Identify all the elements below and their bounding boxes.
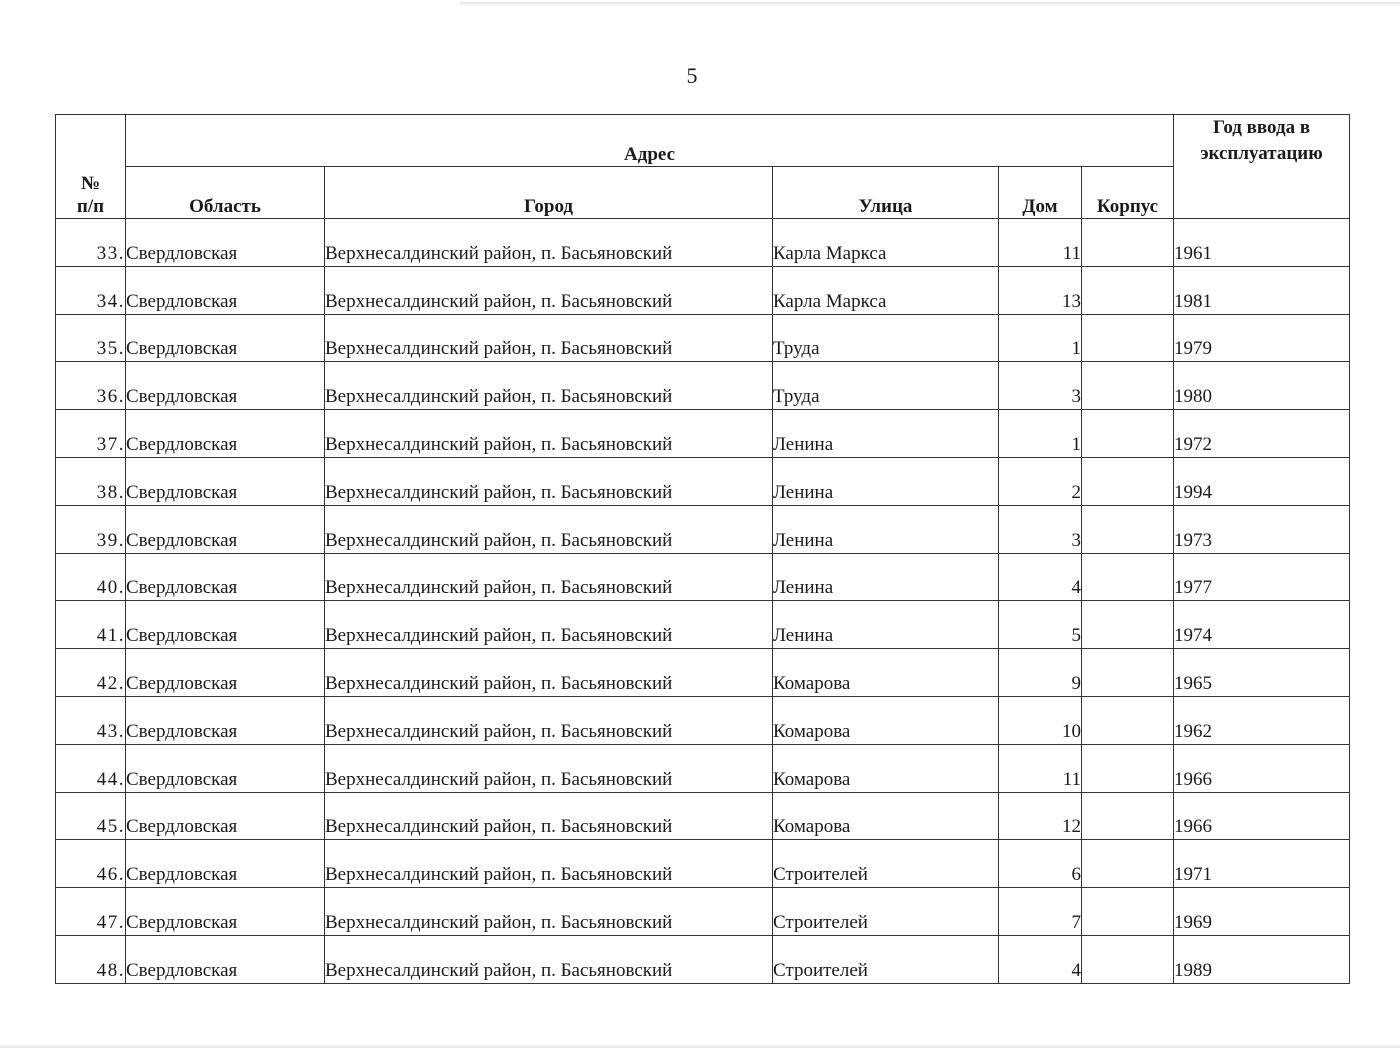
row-house: 11 xyxy=(999,219,1082,267)
row-region: Свердловская xyxy=(126,457,325,505)
row-number: 40. xyxy=(56,553,126,601)
row-year: 1974 xyxy=(1174,601,1350,649)
table-row xyxy=(56,457,1350,505)
row-building xyxy=(1082,505,1174,553)
scan-edge-bottom xyxy=(0,1043,1400,1048)
row-house: 5 xyxy=(999,601,1082,649)
row-street: Карла Маркса xyxy=(773,219,999,267)
row-building xyxy=(1082,219,1174,267)
row-city: Верхнесалдинский район, п. Басьяновский xyxy=(325,266,773,314)
row-building xyxy=(1082,792,1174,840)
row-city: Верхнесалдинский район, п. Басьяновский xyxy=(325,505,773,553)
row-house: 2 xyxy=(999,457,1082,505)
row-number: 36. xyxy=(56,362,126,410)
row-street: Строителей xyxy=(773,935,999,983)
header-street: Улица xyxy=(773,167,999,219)
row-street: Строителей xyxy=(773,840,999,888)
row-house: 1 xyxy=(999,410,1082,458)
row-year: 1981 xyxy=(1174,266,1350,314)
row-city: Верхнесалдинский район, п. Басьяновский xyxy=(325,410,773,458)
row-region: Свердловская xyxy=(126,553,325,601)
header-year xyxy=(1174,115,1350,219)
row-house: 1 xyxy=(999,314,1082,362)
row-region: Свердловская xyxy=(126,601,325,649)
row-number: 45. xyxy=(56,792,126,840)
row-region: Свердловская xyxy=(126,505,325,553)
row-street: Ленина xyxy=(773,505,999,553)
row-city: Верхнесалдинский район, п. Басьяновский xyxy=(325,219,773,267)
row-city: Верхнесалдинский район, п. Басьяновский xyxy=(325,457,773,505)
header-number xyxy=(56,115,126,219)
row-number: 37. xyxy=(56,410,126,458)
row-year: 1965 xyxy=(1174,649,1350,697)
row-house: 13 xyxy=(999,266,1082,314)
row-number: 35. xyxy=(56,314,126,362)
row-city: Верхнесалдинский район, п. Басьяновский xyxy=(325,314,773,362)
row-street: Ленина xyxy=(773,553,999,601)
row-street: Комарова xyxy=(773,744,999,792)
row-year: 1966 xyxy=(1174,744,1350,792)
row-house: 3 xyxy=(999,362,1082,410)
row-house: 12 xyxy=(999,792,1082,840)
row-house: 4 xyxy=(999,935,1082,983)
row-city: Верхнесалдинский район, п. Басьяновский xyxy=(325,744,773,792)
row-building xyxy=(1082,840,1174,888)
row-street: Труда xyxy=(773,362,999,410)
table-row xyxy=(56,362,1350,410)
row-city: Верхнесалдинский район, п. Басьяновский xyxy=(325,696,773,744)
table-row xyxy=(56,935,1350,983)
row-city: Верхнесалдинский район, п. Басьяновский xyxy=(325,362,773,410)
row-building xyxy=(1082,744,1174,792)
table-row xyxy=(56,266,1350,314)
header-region: Область xyxy=(126,167,325,219)
row-region: Свердловская xyxy=(126,792,325,840)
row-street: Комарова xyxy=(773,649,999,697)
table-row xyxy=(56,410,1350,458)
row-city: Верхнесалдинский район, п. Басьяновский xyxy=(325,553,773,601)
table-row xyxy=(56,696,1350,744)
row-city: Верхнесалдинский район, п. Басьяновский xyxy=(325,649,773,697)
table-body xyxy=(56,219,1350,984)
row-building xyxy=(1082,362,1174,410)
table-row xyxy=(56,553,1350,601)
row-street: Комарова xyxy=(773,696,999,744)
page-number: 5 xyxy=(686,63,698,88)
row-building xyxy=(1082,410,1174,458)
row-city: Верхнесалдинский район, п. Басьяновский xyxy=(325,601,773,649)
row-street: Комарова xyxy=(773,792,999,840)
row-street: Труда xyxy=(773,314,999,362)
table-row xyxy=(56,840,1350,888)
row-number: 39. xyxy=(56,505,126,553)
row-house: 7 xyxy=(999,888,1082,936)
row-region: Свердловская xyxy=(126,696,325,744)
table-row xyxy=(56,649,1350,697)
row-building xyxy=(1082,888,1174,936)
row-number: 48. xyxy=(56,935,126,983)
row-number: 38. xyxy=(56,457,126,505)
row-number: 42. xyxy=(56,649,126,697)
row-building xyxy=(1082,553,1174,601)
table-header xyxy=(56,115,1350,219)
row-number: 46. xyxy=(56,840,126,888)
row-street: Карла Маркса xyxy=(773,266,999,314)
row-region: Свердловская xyxy=(126,935,325,983)
row-number: 44. xyxy=(56,744,126,792)
table-row xyxy=(56,744,1350,792)
row-house: 11 xyxy=(999,744,1082,792)
row-street: Ленина xyxy=(773,410,999,458)
row-number: 41. xyxy=(56,601,126,649)
row-number: 43. xyxy=(56,696,126,744)
row-number: 34. xyxy=(56,266,126,314)
header-number-label: № п/п xyxy=(76,173,105,217)
row-city: Верхнесалдинский район, п. Басьяновский xyxy=(325,888,773,936)
header-house: Дом xyxy=(999,167,1082,219)
row-year: 1979 xyxy=(1174,314,1350,362)
row-city: Верхнесалдинский район, п. Басьяновский xyxy=(325,935,773,983)
row-building xyxy=(1082,935,1174,983)
header-row-top xyxy=(56,115,1350,167)
scan-edge-top xyxy=(460,2,1400,6)
row-year: 1977 xyxy=(1174,553,1350,601)
buildings-table xyxy=(55,114,1350,984)
row-street: Строителей xyxy=(773,888,999,936)
row-city: Верхнесалдинский район, п. Басьяновский xyxy=(325,840,773,888)
row-region: Свердловская xyxy=(126,840,325,888)
row-year: 1966 xyxy=(1174,792,1350,840)
row-building xyxy=(1082,601,1174,649)
row-region: Свердловская xyxy=(126,266,325,314)
row-year: 1969 xyxy=(1174,888,1350,936)
row-number: 47. xyxy=(56,888,126,936)
row-year: 1980 xyxy=(1174,362,1350,410)
table-row xyxy=(56,792,1350,840)
table-row xyxy=(56,888,1350,936)
row-street: Ленина xyxy=(773,601,999,649)
row-region: Свердловская xyxy=(126,649,325,697)
header-year-label: Год ввода в эксплуатацию xyxy=(1200,117,1323,164)
row-number: 33. xyxy=(56,219,126,267)
table-row xyxy=(56,314,1350,362)
header-row-sub xyxy=(56,167,1350,219)
row-building xyxy=(1082,457,1174,505)
row-city: Верхнесалдинский район, п. Басьяновский xyxy=(325,792,773,840)
row-house: 3 xyxy=(999,505,1082,553)
row-region: Свердловская xyxy=(126,362,325,410)
row-year: 1962 xyxy=(1174,696,1350,744)
row-year: 1973 xyxy=(1174,505,1350,553)
row-building xyxy=(1082,314,1174,362)
header-building: Корпус xyxy=(1082,167,1174,219)
row-house: 9 xyxy=(999,649,1082,697)
row-region: Свердловская xyxy=(126,410,325,458)
row-building xyxy=(1082,266,1174,314)
row-region: Свердловская xyxy=(126,314,325,362)
row-house: 6 xyxy=(999,840,1082,888)
table-row xyxy=(56,219,1350,267)
row-house: 10 xyxy=(999,696,1082,744)
row-year: 1972 xyxy=(1174,410,1350,458)
row-house: 4 xyxy=(999,553,1082,601)
table-row xyxy=(56,505,1350,553)
row-region: Свердловская xyxy=(126,219,325,267)
row-street: Ленина xyxy=(773,457,999,505)
header-address: Адрес xyxy=(126,115,1174,167)
row-year: 1971 xyxy=(1174,840,1350,888)
header-city: Город xyxy=(325,167,773,219)
table-row xyxy=(56,601,1350,649)
row-building xyxy=(1082,649,1174,697)
row-year: 1994 xyxy=(1174,457,1350,505)
row-region: Свердловская xyxy=(126,888,325,936)
row-region: Свердловская xyxy=(126,744,325,792)
row-year: 1961 xyxy=(1174,219,1350,267)
row-building xyxy=(1082,696,1174,744)
row-year: 1989 xyxy=(1174,935,1350,983)
